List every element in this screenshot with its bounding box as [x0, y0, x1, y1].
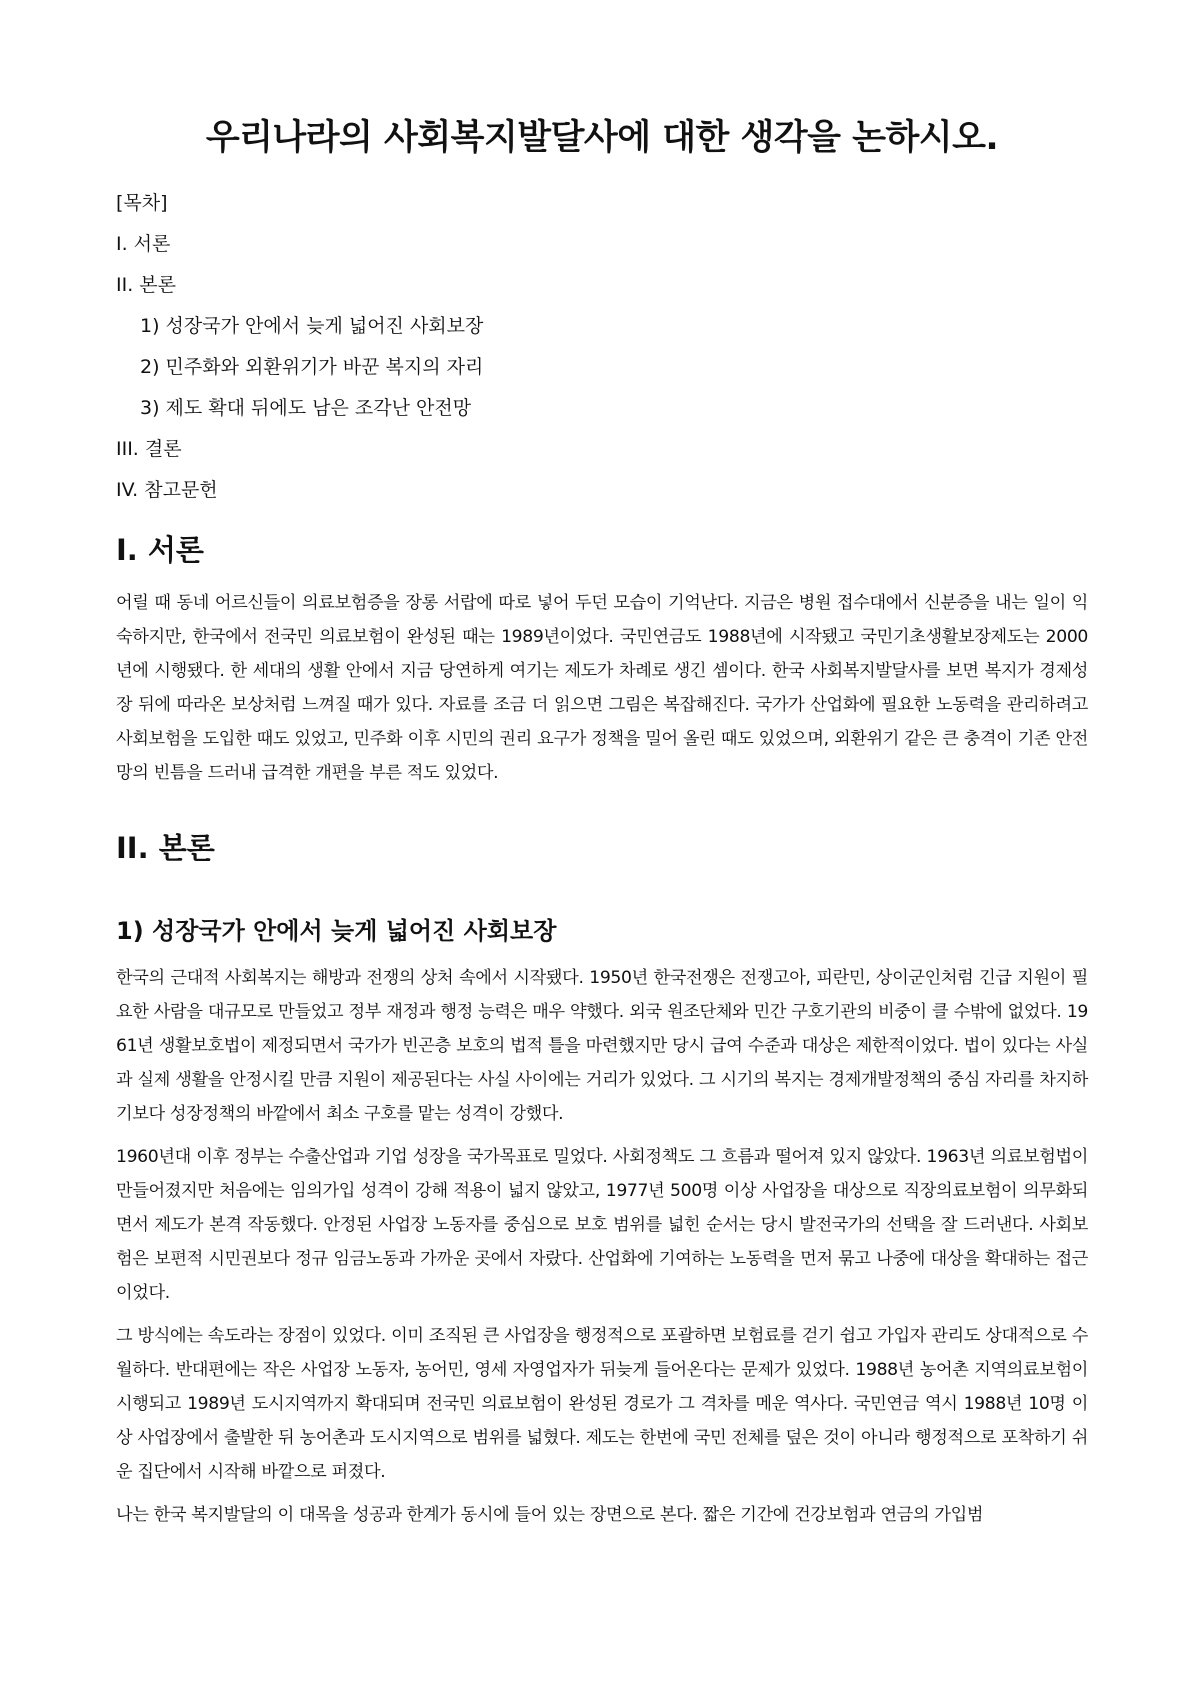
section-heading-introduction: I. 서론 [116, 533, 204, 567]
subsection-heading-1: 1) 성장국가 안에서 늦게 넓어진 사회보장 [116, 917, 557, 945]
section-heading-main-body: II. 본론 [116, 831, 215, 865]
introduction-paragraph: 어릴 때 동네 어르신들이 의료보험증을 장롱 서랍에 따로 넣어 두던 모습이 기억난다. 지금은 병원 접수대에서 신분증을 내는 일이 익숙하지만, 한국에서 전국민 의료보험이 완성된 때는 1989년이었다. 국민연금도 1988년에 시작됐고 국민기초생활보장제도는 2000년에 시행됐다. 한 세대의 생활 안에서 지금 당연하게 여기는 제도가 차례로 생긴 셈이다. 한국 사회복지발달사를 보면 복지가 경제성장 뒤에 따라온 보상처럼 느껴질 때가 있다. 자료를 조금 더 읽으면 그림은 복잡해진다. 국가가 산업화에 필요한 노동력을 관리하려고 사회보험을 도입한 때도 있었고, 민주화 이후 시민의 권리 요구가 정책을 밀어 올린 때도 있었으며, 외환위기 같은 큰 충격이 기존 안전망의 빈틈을 드러내 급격한 개편을 부른 적도 있었다. [116, 593, 1088, 783]
toc-subitem-3: 3) 제도 확대 뒤에도 남은 조각난 안전망 [140, 397, 472, 419]
toc-subitem-1: 1) 성장국가 안에서 늦게 넓어진 사회보장 [140, 315, 484, 337]
body-paragraph-3: 그 방식에는 속도라는 장점이 있었다. 이미 조직된 큰 사업장을 행정적으로 포괄하면 보험료를 걷기 쉽고 가입자 관리도 상대적으로 수월하다. 반대편에는 작은 사업장 노동자, 농어민, 영세 자영업자가 뒤늦게 들어온다는 문제가 있었다. 1988년 농어촌 지역의료보험이 시행되고 1989년 도시지역까지 확대되며 전국민 의료보험이 완성된 경로가 그 격차를 메운 역사다. 국민연금 역시 1988년 10명 이상 사업장에서 출발한 뒤 농어촌과 도시지역으로 범위를 넓혔다. 제도는 한번에 국민 전체를 덮은 것이 아니라 행정적으로 포착하기 쉬운 집단에서 시작해 바깥으로 퍼졌다. [116, 1326, 1088, 1482]
toc-item-references: IV. 참고문헌 [116, 479, 218, 501]
toc-item-introduction: I. 서론 [116, 233, 171, 255]
toc-subitem-2: 2) 민주화와 외환위기가 바꾼 복지의 자리 [140, 356, 484, 378]
body-paragraph-4: 나는 한국 복지발달의 이 대목을 성공과 한계가 동시에 들어 있는 장면으로 본다. 짧은 기간에 건강보험과 연금의 가입범 [116, 1505, 984, 1525]
toc-item-main-body: II. 본론 [116, 274, 176, 296]
table-of-contents [116, 190, 1088, 518]
toc-item-conclusion: III. 결론 [116, 438, 182, 460]
toc-label: [목차] [116, 192, 168, 214]
body-paragraph-1: 한국의 근대적 사회복지는 해방과 전쟁의 상처 속에서 시작됐다. 1950년 한국전쟁은 전쟁고아, 피란민, 상이군인처럼 긴급 지원이 필요한 사람을 대규모로 만들었고 정부 재정과 행정 능력은 매우 약했다. 외국 원조단체와 민간 구호기관의 비중이 클 수밖에 없었다. 1961년 생활보호법이 제정되면서 국가가 빈곤층 보호의 법적 틀을 마련했지만 당시 급여 수준과 대상은 제한적이었다. 법이 있다는 사실과 실제 생활을 안정시킬 만큼 지원이 제공된다는 사실 사이에는 거리가 있었다. 그 시기의 복지는 경제개발정책의 중심 자리를 차지하기보다 성장정책의 바깥에서 최소 구호를 맡는 성격이 강했다. [116, 968, 1088, 1124]
body-paragraph-2: 1960년대 이후 정부는 수출산업과 기업 성장을 국가목표로 밀었다. 사회정책도 그 흐름과 떨어져 있지 않았다. 1963년 의료보험법이 만들어졌지만 처음에는 임의가입 성격이 강해 적용이 넓지 않았고, 1977년 500명 이상 사업장을 대상으로 직장의료보험이 의무화되면서 제도가 본격 작동했다. 안정된 사업장 노동자를 중심으로 보호 범위를 넓힌 순서는 당시 발전국가의 선택을 잘 드러낸다. 사회보험은 보편적 시민권보다 정규 임금노동과 가까운 곳에서 자랐다. 산업화에 기여하는 노동력을 먼저 묶고 나중에 대상을 확대하는 접근이었다. [116, 1147, 1088, 1303]
document-title: 우리나라의 사회복지발달사에 대한 생각을 논하시오. [205, 118, 999, 158]
